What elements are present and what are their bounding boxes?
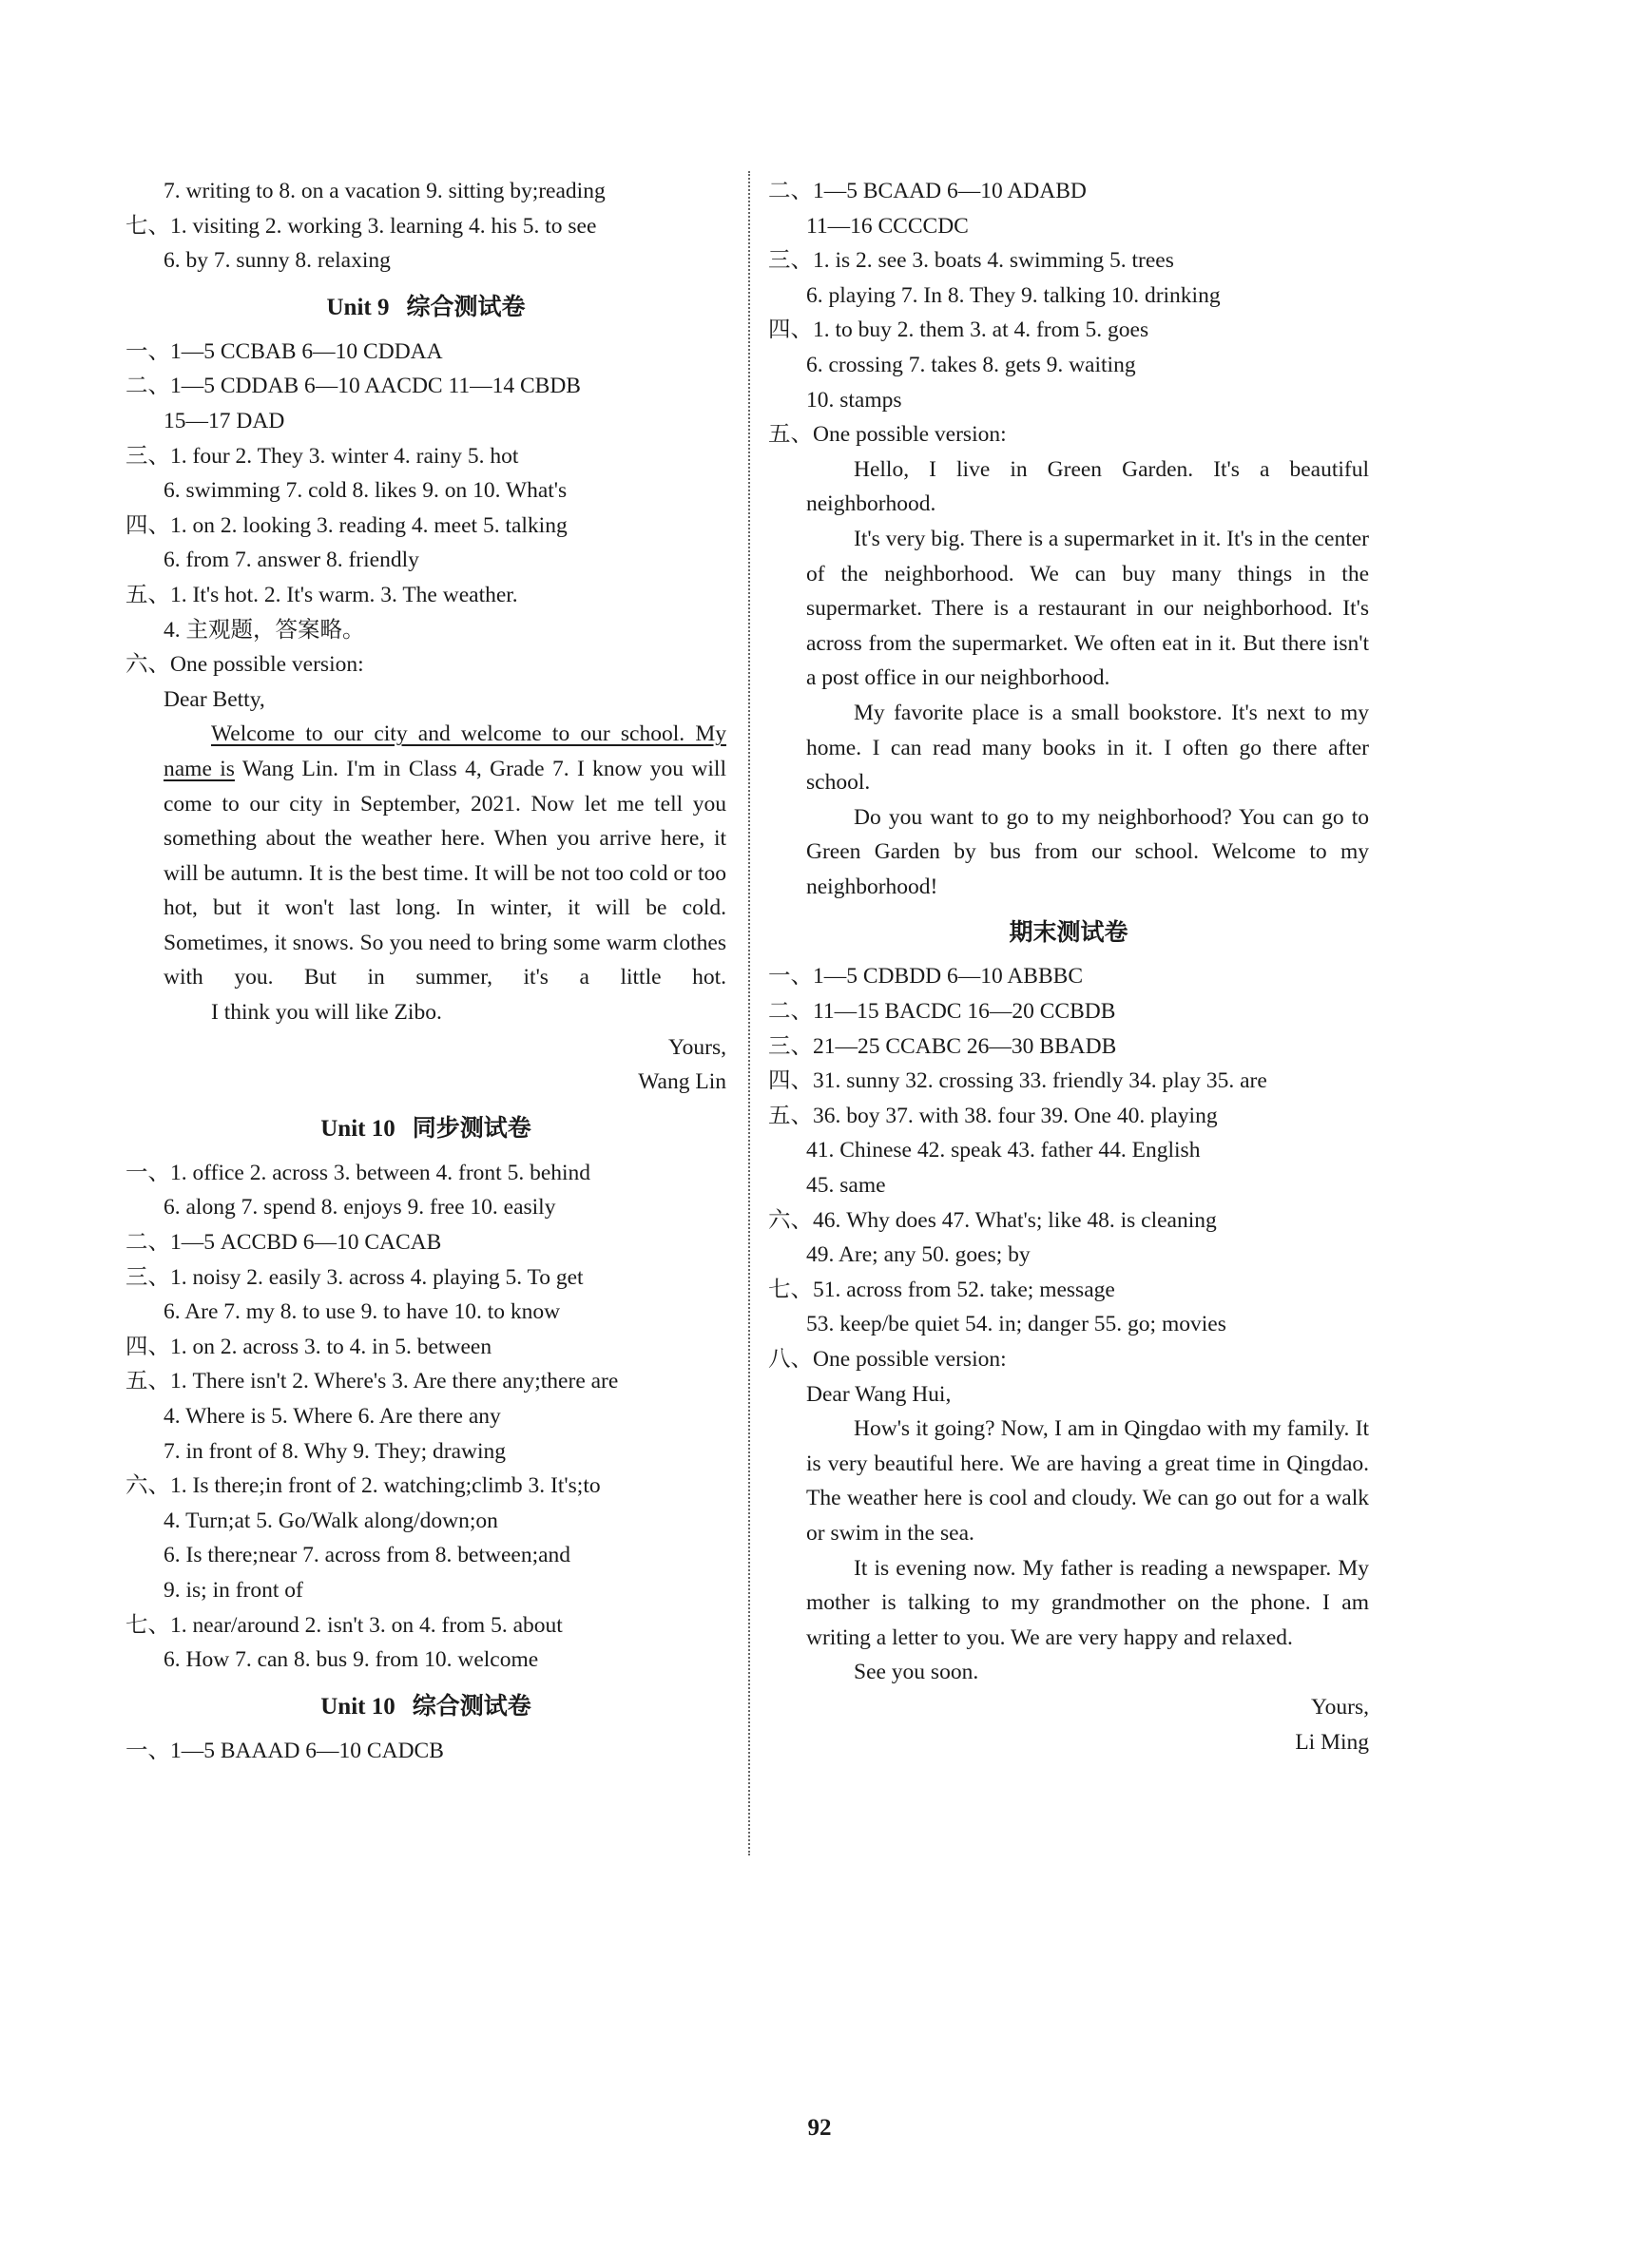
answer-line: 6. swimming 7. cold 8. likes 9. on 10. What's — [164, 478, 568, 504]
section-heading-final-exam: 期末测试卷 — [1009, 918, 1128, 947]
essay-paragraph: Do you want to go to my neighborhood? You can go to Green Garden by bus from our school. Welcome to my neighborhood! — [806, 804, 1369, 899]
section-heading-unit10-comprehensive: Unit 10 综合测试卷 — [320, 1691, 531, 1720]
answer-line: 6. Is there;near 7. across from 8. between;and — [164, 1543, 571, 1568]
answer-line: 一、1. office 2. across 3. between 4. front 5. behind — [125, 1160, 591, 1185]
answer-line: 一、1—5 BAAAD 6—10 CADCB — [125, 1738, 444, 1763]
letter-paragraph: See you soon. — [854, 1660, 979, 1685]
answer-line: 4. 主观题，答案略。 — [164, 617, 365, 643]
column-divider — [748, 171, 750, 1855]
answer-line: 六、1. Is there;in front of 2. watching;climb 3. It's;to — [125, 1473, 601, 1499]
answer-line: 四、31. sunny 32. crossing 33. friendly 34. play 35. are — [768, 1068, 1267, 1094]
answer-line: 五、One possible version: — [768, 422, 1007, 448]
left-column — [125, 174, 726, 1768]
answer-line: 六、46. Why does 47. What's; like 48. is cleaning — [768, 1207, 1217, 1233]
answer-line: 三、1. noisy 2. easily 3. across 4. playing 5. To get — [125, 1264, 584, 1290]
answer-line: 7. writing to 8. on a vacation 9. sitting by;reading — [164, 179, 606, 203]
answer-line: 4. Turn;at 5. Go/Walk along/down;on — [164, 1508, 498, 1533]
answer-line: 七、51. across from 52. take; message — [768, 1277, 1115, 1302]
answer-line: 三、21—25 CCABC 26—30 BBADB — [768, 1033, 1117, 1059]
answer-line: 一、1—5 CCBAB 6—10 CDDAA — [125, 338, 443, 364]
answer-line: 10. stamps — [806, 387, 902, 413]
answer-line: 四、1. on 2. across 3. to 4. in 5. between — [125, 1334, 492, 1359]
letter-closing: Yours, — [668, 1034, 726, 1060]
right-column — [768, 174, 1369, 1759]
page-number: 92 — [807, 2115, 832, 2141]
answer-line: 7. in front of 8. Why 9. They; drawing — [164, 1438, 507, 1464]
answer-line: 二、1—5 CDDAB 6—10 AACDC 11—14 CBDB — [125, 374, 581, 399]
answer-line: 七、1. visiting 2. working 3. learning 4. his 5. to see — [125, 213, 597, 239]
answer-line: 45. same — [806, 1173, 886, 1199]
section-heading-unit10-sync: Unit 10 同步测试卷 — [320, 1113, 531, 1142]
answer-line: 四、1. to buy 2. them 3. at 4. from 5. goes — [768, 317, 1149, 343]
answer-line: 49. Are; any 50. goes; by — [806, 1242, 1031, 1268]
answer-line: 15—17 DAD — [164, 408, 285, 433]
letter-paragraph: It is evening now. My father is reading a newspaper. My mother is talking to my grandmother on the phone. I am writing a letter to you. We are very happy and relaxed. — [806, 1555, 1369, 1650]
essay-paragraph: Hello, I live in Green Garden. It's a beautiful neighborhood. — [806, 456, 1369, 517]
answer-line: 二、11—15 BACDC 16—20 CCBDB — [768, 999, 1116, 1025]
answer-line: 四、1. on 2. looking 3. reading 4. meet 5. talking — [125, 512, 568, 538]
answer-line: 六、One possible version: — [125, 652, 364, 678]
answer-line: 二、1—5 ACCBD 6—10 CACAB — [125, 1230, 442, 1256]
section-heading-unit9: Unit 9 综合测试卷 — [326, 292, 526, 320]
answer-line: 三、1. is 2. see 3. boats 4. swimming 5. trees — [768, 248, 1174, 274]
answer-line: 41. Chinese 42. speak 43. father 44. English — [806, 1138, 1201, 1163]
answer-line: 一、1—5 CDBDD 6—10 ABBBC — [768, 964, 1084, 990]
answer-line: 八、One possible version: — [768, 1347, 1007, 1372]
letter-greeting: Dear Wang Hui, — [806, 1381, 952, 1407]
answer-line: 6. Are 7. my 8. to use 9. to have 10. to know — [164, 1299, 561, 1325]
essay-paragraph: It's very big. There is a supermarket in it. It's in the center of the neighborhood. We can buy many things in the supermarket. There is a restaurant in our neighborhood. It's across from the supermarket. We often eat in it. But there isn't a post office in our neighborhood. — [806, 526, 1369, 691]
answer-line: 6. from 7. answer 8. friendly — [164, 548, 419, 573]
answer-line: 4. Where is 5. Where 6. Are there any — [164, 1404, 501, 1429]
letter-signature: Wang Lin — [638, 1069, 726, 1095]
answer-line: 五、1. It's hot. 2. It's warm. 3. The weather. — [125, 582, 518, 607]
letter-greeting: Dear Betty, — [164, 686, 265, 712]
essay-paragraph: My favorite place is a small bookstore. It's next to my home. I can read many books in it. I often go there after school. — [806, 700, 1369, 796]
answer-line: 七、1. near/around 2. isn't 3. on 4. from 5. about — [125, 1612, 563, 1638]
letter-signature: Li Ming — [1295, 1729, 1369, 1755]
answer-line: 53. keep/be quiet 54. in; danger 55. go; movies — [806, 1312, 1226, 1337]
answer-line: 6. playing 7. In 8. They 9. talking 10. drinking — [806, 282, 1221, 308]
answer-line: 三、1. four 2. They 3. winter 4. rainy 5. hot — [125, 443, 519, 469]
answer-line: 二、1—5 BCAAD 6—10 ADABD — [768, 179, 1087, 203]
letter-paragraph: How's it going? Now, I am in Qingdao with my family. It is very beautiful here. We are having a great time in Qingdao. The weather here is cool and cloudy. We can go out for a walk or swim in the sea. — [806, 1416, 1369, 1546]
answer-line: 6. by 7. sunny 8. relaxing — [164, 248, 391, 274]
answer-line: 6. crossing 7. takes 8. gets 9. waiting — [806, 352, 1136, 377]
answer-line: 6. How 7. can 8. bus 9. from 10. welcome — [164, 1647, 539, 1673]
answer-line: 6. along 7. spend 8. enjoys 9. free 10. easily — [164, 1195, 556, 1220]
answer-line: 9. is; in front of — [164, 1577, 303, 1603]
letter-paragraph: I think you will like Zibo. — [211, 1000, 442, 1026]
answer-line: 五、36. boy 37. with 38. four 39. One 40. playing — [768, 1103, 1218, 1128]
letter-paragraph: Welcome to our city and welcome to our school. My name is Wang Lin. I'm in Class 4, Grade 7. I know you will come to our city in September, 2021. Now let me tell you something about the weather here. When you arrive here, it will be autumn. It is the best time. It will be not too cold or too hot, but it won't last long. In winter, it will be cold. Sometimes, it snows. So you need to bring some warm clothes with you. But in summer, it's a little hot. — [164, 721, 726, 990]
answer-line: 五、1. There isn't 2. Where's 3. Are there any;there are — [125, 1369, 619, 1394]
letter-closing: Yours, — [1311, 1694, 1369, 1720]
answer-line: 11—16 CCCCDC — [806, 213, 969, 239]
